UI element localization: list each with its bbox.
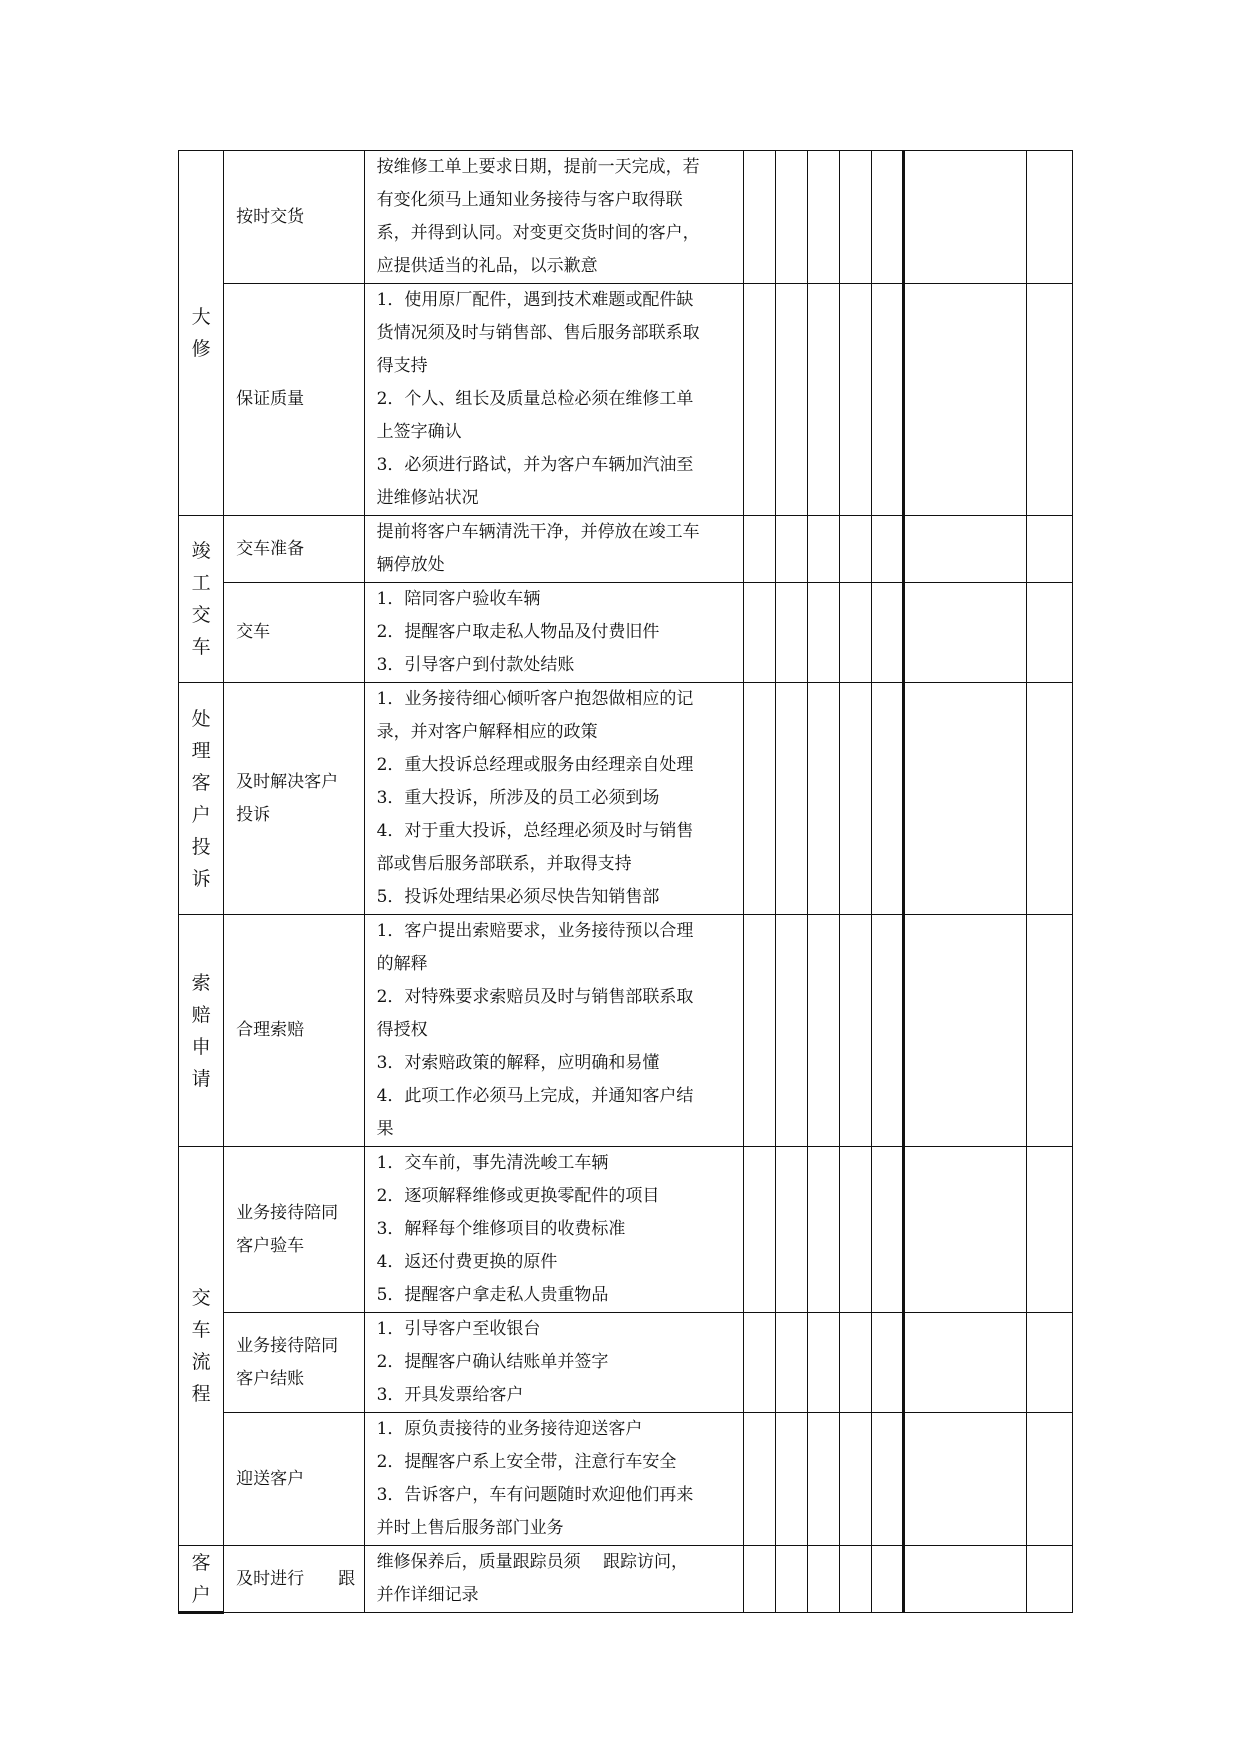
description-line: 1．业务接待细心倾听客户抱怨做相应的记 bbox=[376, 689, 694, 709]
description-line: 2．提醒客户确认结账单并签字 bbox=[376, 1352, 609, 1372]
remark-cell bbox=[904, 151, 1026, 284]
category-char: 工 bbox=[191, 572, 211, 594]
task-cell bbox=[224, 1546, 364, 1613]
check-cell bbox=[743, 1413, 775, 1546]
category-cell bbox=[179, 1546, 224, 1613]
description-line: 货情况须及时与销售部、售后服务部联系取 bbox=[376, 323, 700, 343]
check-cell bbox=[743, 151, 775, 284]
score-cell bbox=[1026, 1546, 1072, 1613]
description-cell bbox=[364, 915, 743, 1147]
table-row bbox=[179, 516, 1073, 583]
description-cell bbox=[364, 1413, 743, 1546]
task-line: 及时进行 跟 bbox=[236, 1568, 356, 1589]
description-line: 辆停放处 bbox=[376, 555, 445, 575]
category-char: 交 bbox=[191, 604, 211, 626]
task-cell bbox=[224, 151, 364, 284]
category-cell bbox=[179, 151, 224, 516]
category-char: 车 bbox=[191, 1319, 211, 1341]
task-line: 合理索赔 bbox=[236, 1020, 305, 1040]
category-char: 修 bbox=[191, 338, 211, 360]
description-cell bbox=[364, 516, 743, 583]
description-line: 1．客户提出索赔要求，业务接待预以合理 bbox=[376, 921, 694, 941]
check-cell bbox=[840, 1313, 872, 1413]
task-line: 客户验车 bbox=[236, 1235, 305, 1256]
description-line: 3．告诉客户，车有问题随时欢迎他们再来 bbox=[376, 1485, 694, 1505]
table-row bbox=[179, 583, 1073, 683]
check-cell bbox=[775, 915, 807, 1147]
remark-cell bbox=[904, 284, 1026, 516]
check-cell bbox=[872, 583, 904, 683]
check-cell bbox=[808, 1413, 840, 1546]
category-char: 流 bbox=[191, 1351, 211, 1373]
task-cell bbox=[224, 1313, 364, 1413]
check-cell bbox=[775, 1313, 807, 1413]
description-line: 2．提醒客户系上安全带，注意行车安全 bbox=[376, 1452, 677, 1472]
description-line: 并时上售后服务部门业务 bbox=[376, 1518, 564, 1538]
description-line: 2．重大投诉总经理或服务由经理亲自处理 bbox=[376, 755, 694, 775]
check-cell bbox=[808, 284, 840, 516]
description-line: 提前将客户车辆清洗干净，并停放在竣工车 bbox=[376, 522, 700, 542]
check-cell bbox=[808, 1546, 840, 1613]
description-line: 3．开具发票给客户 bbox=[376, 1385, 524, 1405]
score-cell bbox=[1026, 284, 1072, 516]
task-line: 按时交货 bbox=[236, 206, 305, 227]
category-char: 户 bbox=[191, 1583, 211, 1606]
check-cell bbox=[872, 284, 904, 516]
category-cell bbox=[179, 915, 224, 1147]
category-char: 户 bbox=[191, 803, 211, 826]
category-char: 交 bbox=[191, 1287, 211, 1309]
check-cell bbox=[872, 151, 904, 284]
description-line: 果 bbox=[376, 1119, 394, 1139]
table-row bbox=[179, 284, 1073, 516]
task-cell bbox=[224, 915, 364, 1147]
remark-cell bbox=[904, 915, 1026, 1147]
score-cell bbox=[1026, 915, 1072, 1147]
check-cell bbox=[840, 1546, 872, 1613]
description-line: 4．对于重大投诉，总经理必须及时与销售 bbox=[376, 821, 694, 841]
description-line: 录，并对客户解释相应的政策 bbox=[376, 722, 598, 742]
category-char: 投 bbox=[191, 835, 211, 858]
check-cell bbox=[840, 1413, 872, 1546]
description-line: 1．使用原厂配件，遇到技术难题或配件缺 bbox=[376, 290, 694, 310]
score-cell bbox=[1026, 1313, 1072, 1413]
description-line: 得支持 bbox=[376, 356, 428, 376]
category-char: 赔 bbox=[191, 1003, 211, 1026]
check-cell bbox=[872, 1147, 904, 1313]
task-line: 客户结账 bbox=[236, 1368, 305, 1389]
check-cell bbox=[872, 1546, 904, 1613]
check-cell bbox=[872, 516, 904, 583]
table-row bbox=[179, 1546, 1073, 1613]
description-line: 1．引导客户至收银台 bbox=[376, 1319, 541, 1339]
check-cell bbox=[808, 1313, 840, 1413]
table-row bbox=[179, 683, 1073, 915]
description-line: 有变化须马上通知业务接待与客户取得联 bbox=[376, 190, 683, 210]
description-line: 1．交车前，事先清洗峻工车辆 bbox=[376, 1153, 609, 1173]
check-cell bbox=[840, 1147, 872, 1313]
service-process-table bbox=[178, 150, 1073, 1614]
table-row bbox=[179, 1313, 1073, 1413]
table-row bbox=[179, 1413, 1073, 1546]
category-char: 程 bbox=[191, 1383, 211, 1405]
task-line: 保证质量 bbox=[236, 389, 305, 409]
description-line: 3．引导客户到付款处结账 bbox=[376, 655, 575, 675]
remark-cell bbox=[904, 1313, 1026, 1413]
score-cell bbox=[1026, 683, 1072, 915]
task-line: 迎送客户 bbox=[236, 1468, 305, 1489]
check-cell bbox=[743, 915, 775, 1147]
check-cell bbox=[775, 516, 807, 583]
check-cell bbox=[775, 1546, 807, 1613]
task-line: 交车 bbox=[236, 622, 271, 642]
check-cell bbox=[743, 516, 775, 583]
description-line: 2．逐项解释维修或更换零配件的项目 bbox=[376, 1186, 660, 1206]
category-char: 请 bbox=[191, 1067, 211, 1090]
description-line: 3．解释每个维修项目的收费标准 bbox=[376, 1219, 626, 1239]
task-line: 及时解决客户 bbox=[236, 771, 339, 792]
description-cell bbox=[364, 1546, 743, 1613]
category-char: 诉 bbox=[191, 867, 211, 890]
description-line: 上签字确认 bbox=[376, 422, 462, 442]
check-cell bbox=[840, 516, 872, 583]
description-line: 2．提醒客户取走私人物品及付费旧件 bbox=[376, 622, 660, 642]
remark-cell bbox=[904, 1147, 1026, 1313]
check-cell bbox=[775, 1413, 807, 1546]
check-cell bbox=[872, 1413, 904, 1546]
description-line: 5．提醒客户拿走私人贵重物品 bbox=[376, 1285, 609, 1305]
task-cell bbox=[224, 284, 364, 516]
remark-cell bbox=[904, 1413, 1026, 1546]
task-cell bbox=[224, 683, 364, 915]
check-cell bbox=[808, 151, 840, 284]
description-line: 2．对特殊要求索赔员及时与销售部联系取 bbox=[376, 987, 694, 1007]
description-line: 得授权 bbox=[376, 1020, 428, 1040]
check-cell bbox=[808, 915, 840, 1147]
check-cell bbox=[840, 915, 872, 1147]
description-cell bbox=[364, 1313, 743, 1413]
category-cell bbox=[179, 516, 224, 683]
task-line: 业务接待陪同 bbox=[236, 1202, 339, 1223]
check-cell bbox=[840, 683, 872, 915]
description-cell bbox=[364, 151, 743, 284]
description-line: 并作详细记录 bbox=[376, 1585, 479, 1605]
check-cell bbox=[743, 683, 775, 915]
check-cell bbox=[775, 683, 807, 915]
remark-cell bbox=[904, 683, 1026, 915]
remark-cell bbox=[904, 583, 1026, 683]
check-cell bbox=[808, 1147, 840, 1313]
description-cell bbox=[364, 683, 743, 915]
check-cell bbox=[840, 151, 872, 284]
table-row bbox=[179, 151, 1073, 284]
check-cell bbox=[775, 284, 807, 516]
task-line: 交车准备 bbox=[236, 538, 305, 559]
check-cell bbox=[743, 583, 775, 683]
check-cell bbox=[743, 1147, 775, 1313]
description-line: 4．返还付费更换的原件 bbox=[376, 1252, 558, 1272]
score-cell bbox=[1026, 151, 1072, 284]
check-cell bbox=[775, 1147, 807, 1313]
description-cell bbox=[364, 1147, 743, 1313]
check-cell bbox=[872, 915, 904, 1147]
check-cell bbox=[808, 683, 840, 915]
description-line: 进维修站状况 bbox=[376, 488, 479, 508]
category-char: 客 bbox=[191, 771, 211, 794]
category-char: 车 bbox=[191, 636, 211, 658]
description-line: 3．重大投诉，所涉及的员工必须到场 bbox=[376, 788, 660, 808]
check-cell bbox=[872, 683, 904, 915]
description-line: 应提供适当的礼品，以示歉意 bbox=[376, 256, 598, 276]
remark-cell bbox=[904, 516, 1026, 583]
category-char: 客 bbox=[191, 1551, 211, 1574]
category-char: 竣 bbox=[191, 540, 211, 562]
task-cell bbox=[224, 1413, 364, 1546]
category-char: 索 bbox=[191, 971, 211, 994]
task-cell bbox=[224, 516, 364, 583]
description-line: 1．原负责接待的业务接待迎送客户 bbox=[376, 1419, 643, 1439]
check-cell bbox=[840, 284, 872, 516]
description-cell bbox=[364, 583, 743, 683]
score-cell bbox=[1026, 516, 1072, 583]
task-line: 投诉 bbox=[236, 804, 271, 825]
description-line: 3．必须进行路试，并为客户车辆加汽油至 bbox=[376, 455, 694, 475]
description-cell bbox=[364, 284, 743, 516]
check-cell bbox=[872, 1313, 904, 1413]
description-line: 部或售后服务部联系，并取得支持 bbox=[376, 854, 632, 874]
task-cell bbox=[224, 583, 364, 683]
category-cell bbox=[179, 1147, 224, 1546]
score-cell bbox=[1026, 583, 1072, 683]
description-line: 1．陪同客户验收车辆 bbox=[376, 589, 541, 609]
remark-cell bbox=[904, 1546, 1026, 1613]
category-char: 大 bbox=[191, 306, 211, 328]
score-cell bbox=[1026, 1413, 1072, 1546]
description-line: 系，并得到认同。对变更交货时间的客户， bbox=[376, 223, 700, 243]
check-cell bbox=[808, 516, 840, 583]
task-cell bbox=[224, 1147, 364, 1313]
description-line: 的解释 bbox=[376, 954, 428, 974]
category-cell bbox=[179, 683, 224, 915]
table-row bbox=[179, 1147, 1073, 1313]
description-line: 4．此项工作必须马上完成，并通知客户结 bbox=[376, 1086, 694, 1106]
check-cell bbox=[775, 583, 807, 683]
category-char: 申 bbox=[191, 1035, 211, 1058]
score-cell bbox=[1026, 1147, 1072, 1313]
task-line: 业务接待陪同 bbox=[236, 1335, 339, 1356]
check-cell bbox=[840, 583, 872, 683]
category-char: 处 bbox=[191, 707, 211, 730]
table-row bbox=[179, 915, 1073, 1147]
description-line: 2．个人、组长及质量总检必须在维修工单 bbox=[376, 389, 694, 409]
check-cell bbox=[808, 583, 840, 683]
description-line: 5．投诉处理结果必须尽快告知销售部 bbox=[376, 887, 660, 907]
description-line: 维修保养后，质量跟踪员须 跟踪访问， bbox=[376, 1552, 689, 1572]
check-cell bbox=[775, 151, 807, 284]
check-cell bbox=[743, 1313, 775, 1413]
description-line: 3．对索赔政策的解释，应明确和易懂 bbox=[376, 1053, 660, 1073]
check-cell bbox=[743, 1546, 775, 1613]
category-char: 理 bbox=[191, 739, 211, 762]
check-cell bbox=[743, 284, 775, 516]
description-line: 按维修工单上要求日期，提前一天完成，若 bbox=[376, 157, 700, 177]
